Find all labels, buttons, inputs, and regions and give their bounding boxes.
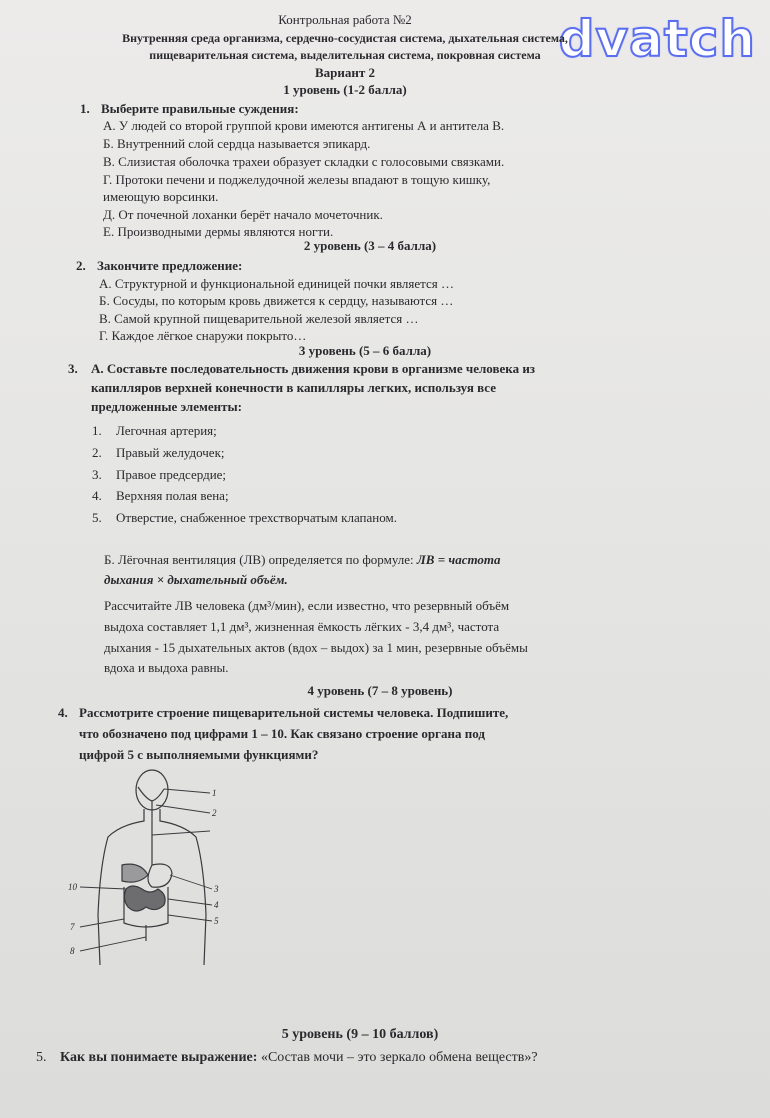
level-5-heading: 5 уровень (9 – 10 баллов) [281, 1027, 439, 1042]
task-3-number: 3. [68, 361, 78, 376]
variant-label: Вариант 2 [314, 65, 376, 80]
element-4-number: 4. [92, 488, 102, 503]
level-1-heading: 1 уровень (1-2 балла) [283, 82, 407, 97]
element-5-text: Отверстие, снабженное трехстворчатым клапаном. [116, 510, 397, 525]
task-5-quote: «Состав мочи – это зеркало обмена веществ»? [260, 1050, 538, 1065]
task-4-text-1: Рассмотрите строение пищеварительной системы человека. Подпишите, [79, 705, 509, 720]
part-b-formula-2: дыхания × дыхательный объём. [104, 572, 288, 587]
right-torso-outline [160, 809, 206, 965]
element-1-number: 1. [92, 423, 102, 438]
element-3-text: Правое предсердие; [116, 467, 227, 482]
leader-line [80, 919, 124, 927]
task-1-option-d: Г. Протоки печени и поджелудочной железы впадают в тощую кишку, [103, 172, 491, 187]
element-3-number: 3. [92, 467, 102, 482]
element-5-number: 5. [92, 510, 102, 525]
element-2-number: 2. [92, 445, 102, 460]
figure-label: 5 [214, 916, 219, 926]
level-2-heading: 2 уровень (3 – 4 балла) [303, 238, 437, 253]
figure-label: 3 [214, 884, 219, 894]
task-2-option-d: Г. Каждое лёгкое снаружи покрыто… [99, 328, 307, 343]
task-4-text-2: что обозначено под цифрами 1 – 10. Как связано строение органа под [79, 726, 485, 741]
task-1-option-b: Б. Внутренний слой сердца называется эпикард. [103, 136, 371, 151]
task-2-option-a: А. Структурной и функциональной единицей почки является … [99, 276, 455, 291]
leader-line [164, 789, 210, 793]
part-b-intro [104, 552, 501, 568]
task-4-text-3: цифрой 5 с выполняемыми функциями? [79, 747, 319, 762]
element-4-text: Верхняя полая вена; [116, 488, 229, 503]
figure-label: 4 [214, 900, 219, 910]
leader-line [80, 937, 146, 951]
level-3-heading: 3 уровень (5 – 6 балла) [298, 343, 432, 358]
leader-line [170, 875, 212, 889]
part-b-formula-1: ЛВ = частота [416, 552, 501, 567]
liver [122, 864, 148, 882]
task-1-option-c: В. Слизистая оболочка трахеи образует складки с голосовыми связками. [103, 154, 505, 169]
element-2-text: Правый желудочек; [116, 445, 225, 460]
topics-line-1: Внутренняя среда организма, сердечно-сосудистая система, дыхательная система, [122, 31, 568, 45]
stomach [148, 864, 172, 887]
part-b-text-2: выдоха составляет 1,1 дм³, жизненная ёмкость лёгких - 3,4 дм³, частота [104, 619, 500, 634]
task-1-option-e: Д. От почечной лоханки берёт начало мочеточник. [103, 207, 383, 222]
leader-line [152, 831, 210, 835]
task-2-option-c: В. Самой крупной пищеварительной железой является … [99, 311, 419, 326]
task-5-bold: Как вы понимаете выражение: [60, 1050, 261, 1065]
task-5-text [60, 1050, 538, 1066]
task-5-number: 5. [36, 1050, 47, 1065]
figure-label: 7 [70, 922, 75, 932]
task-3-text-1: А. Составьте последовательность движения крови в организме человека из [91, 361, 536, 376]
task-1-text: Выберите правильные суждения: [101, 101, 299, 116]
task-1-number: 1. [80, 101, 90, 116]
topics-line-2: пищеварительная система, выделительная система, покровная система [149, 48, 541, 62]
watermark-logo: dvatch [558, 10, 756, 68]
body-outline [98, 770, 206, 965]
figure-label: 1 [212, 788, 217, 798]
figure-label: 8 [70, 946, 75, 956]
figure-label: 2 [212, 808, 217, 818]
task-1-option-a: А. У людей со второй группой крови имеются антигены А и антитела В. [103, 118, 505, 133]
part-b-prefix: Б. Лёгочная вентиляция (ЛВ) определяется по формуле: [104, 552, 417, 567]
test-title: Контрольная работа №2 [278, 12, 412, 27]
part-b-text-4: вдоха и выдоха равны. [104, 660, 229, 675]
part-b-text-1: Рассчитайте ЛВ человека (дм³/мин), если известно, что резервный объём [104, 598, 510, 613]
small-intestine [124, 886, 165, 911]
task-1-option-f: Е. Производными дермы являются ногти. [103, 224, 334, 239]
task-2-number: 2. [76, 258, 86, 273]
level-4-heading: 4 уровень (7 – 8 уровень) [307, 683, 453, 698]
task-4-number: 4. [58, 705, 68, 720]
task-1-option-d-cont: имеющую ворсинки. [103, 189, 219, 204]
digestive-system-figure [60, 765, 230, 965]
figure-label: 10 [68, 882, 77, 892]
task-2-text: Закончите предложение: [97, 258, 243, 273]
leader-line [80, 887, 126, 889]
element-1-text: Легочная артерия; [116, 423, 217, 438]
task-2-option-b: Б. Сосуды, по которым кровь движется к сердцу, называются … [99, 293, 454, 308]
task-3-text-2: капилляров верхней конечности в капилляры легких, используя все [91, 380, 496, 395]
mouth-cavity [138, 787, 164, 801]
task-3-text-3: предложенные элементы: [91, 399, 242, 414]
part-b-text-3: дыхания - 15 дыхательных актов (вдох – выдох) за 1 мин, резервные объёмы [104, 640, 528, 655]
leader-line [156, 805, 210, 813]
